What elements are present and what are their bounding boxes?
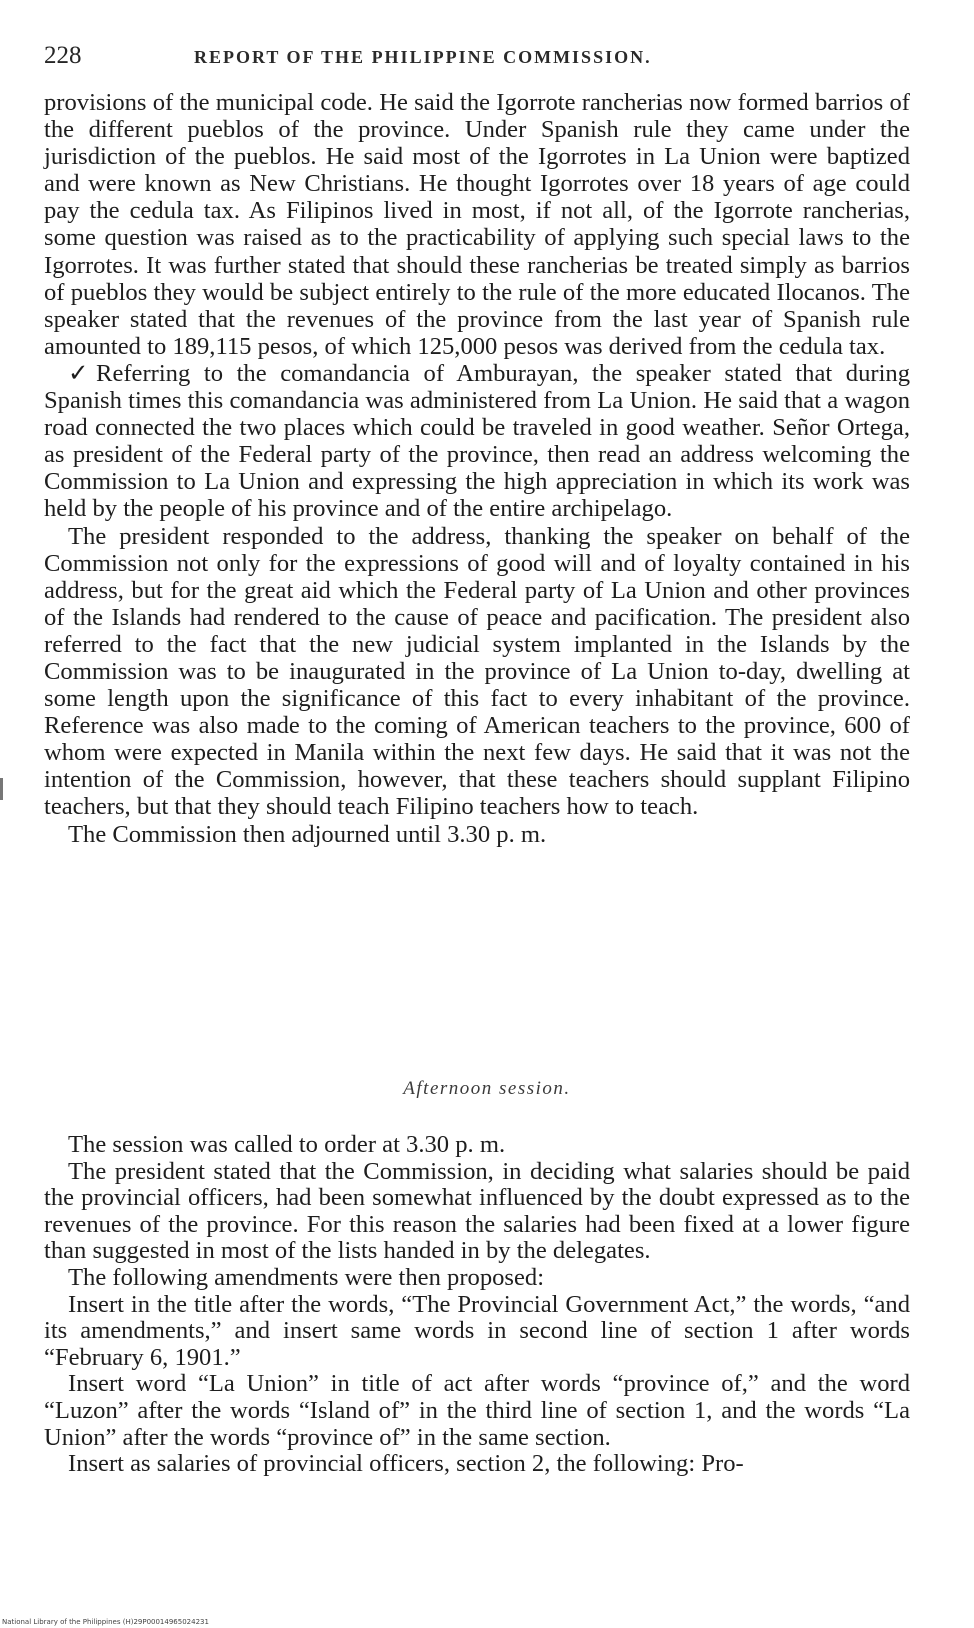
paragraph-amendment-la-union: Insert word “La Union” in title of act after words “province of,” and the word “Luzon” after the words “Island of” in the third line of section 1, and the words “La Union” after the words “province of” in the same section. <box>44 1370 910 1451</box>
morning-session-text <box>44 89 910 848</box>
paragraph-amendment-salaries: Insert as salaries of provincial officers, section 2, the following: Pro- <box>68 1450 744 1478</box>
paragraph-amburayan-text: Referring to the comandancia of Amburayan, the speaker stated that during Spanish times this comandancia was administered from La Union. He said that a wagon road connected the two places which could be traveled in good weather. Señor Ortega, as president of the Federal party of the province, then read an address welcoming the Commission to La Union and expressing the high appreciation in which its work was held by the people of his province and of the entire archipelago. <box>44 359 910 523</box>
margin-mark <box>0 778 3 800</box>
running-title: REPORT OF THE PHILIPPINE COMMISSION. <box>194 47 652 67</box>
paragraph-amendments-intro: The following amendments were then proposed: <box>68 1263 545 1291</box>
paragraph-called-to-order: The session was called to order at 3.30 p. m. <box>68 1131 506 1158</box>
paragraph-amburayan <box>44 360 910 523</box>
paragraph-salaries: The president stated that the Commission, in deciding what salaries should be paid the provincial officers, had been somewhat influenced by the doubt expressed as to the revenues of the province. For this reason the salaries had been fixed at a lower figure than suggested in most of the lists handed in by the delegates. <box>44 1157 910 1265</box>
page-number: 228 <box>44 42 82 69</box>
footer-credit: National Library of the Philippines (H)29P00014965024231 <box>2 1618 209 1626</box>
paragraph-amendment-title: Insert in the title after the words, “The Provincial Government Act,” the words, “and its amendments,” and insert same words in second line of section 1 after words “February 6, 1901.” <box>44 1290 910 1371</box>
afternoon-session-text <box>44 1132 910 1478</box>
paragraph-continuation: provisions of the municipal code. He said the Igorrote rancherias now formed barrios of the different pueblos of the province. Under Spanish rule they came under the jurisdiction of the pueblos. He said most of the Igorrotes in La Union were baptized and were known as New Christians. He thought Igorrotes over 18 years of age could pay the cedula tax. As Filipinos lived in most, if not all, of the Igorrote rancherias, some question was raised as to the practicability of applying such special laws to the Igorrotes. It was further stated that should these rancherias be treated simply as barrios of pueblos they would be subject entirely to the rule of the more educated Ilocanos. The speaker stated that the revenues of the province from the last year of Spanish rule amounted to 189,115 pesos, of which 125,000 pesos was derived from the cedula tax. <box>44 89 910 360</box>
section-heading: Afternoon session. <box>403 1078 571 1099</box>
paragraph-president-response: The president responded to the address, thanking the speaker on behalf of the Commission not only for the expressions of good will and of loyalty contained in his address, but for the great aid which the Federal party of La Union and other provinces of the Islands had rendered to the cause of peace and pacification. The president also referred to the fact that the new judicial system implanted in the Islands by the Commission was to be inaugurated in the province of La Union to-day, dwelling at some length upon the significance of this fact to every inhabitant of the province. Reference was also made to the coming of American teachers to the province, 600 of whom were expected in Manila within the next few days. He said that it was not the intention of the Commission, however, that these teachers should supplant Filipino teachers, but that they should teach Filipino teachers how to teach. <box>44 522 910 821</box>
running-head <box>44 42 910 76</box>
check-mark-icon: ✓ <box>68 359 97 387</box>
paragraph-adjourned: The Commission then adjourned until 3.30 p. m. <box>68 820 547 848</box>
